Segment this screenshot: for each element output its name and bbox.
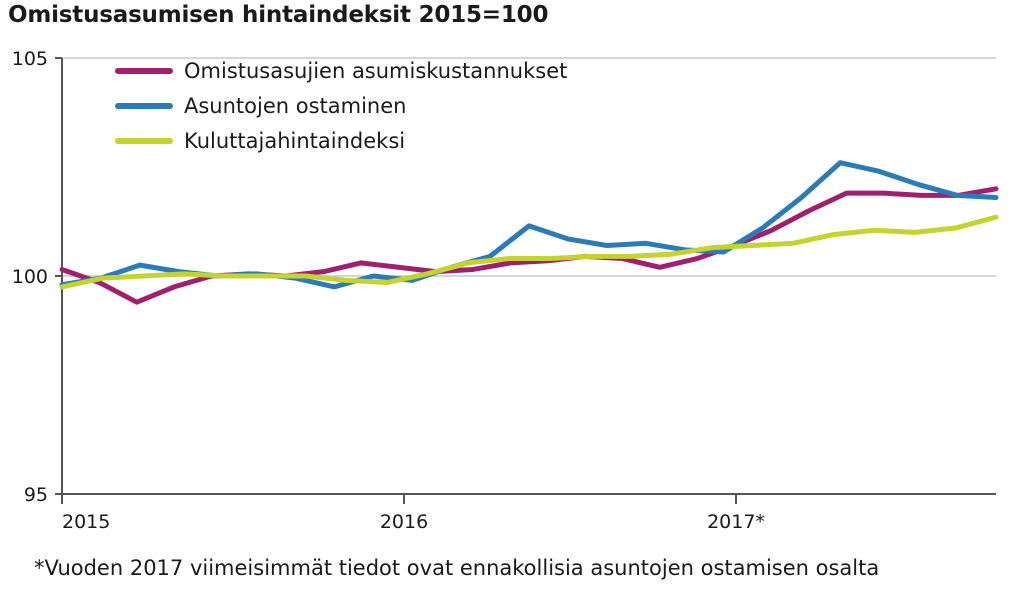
xtick-label-2016: 2016 [379, 511, 429, 533]
chart-legend [118, 59, 567, 153]
line-chart-svg [0, 44, 1024, 533]
series-layer [62, 163, 996, 303]
ytick-label-105: 105 [11, 48, 48, 70]
chart-plot-area [0, 44, 1024, 533]
legend-label: Omistusasujien asumiskustannukset [184, 59, 568, 83]
chart-footnote: *Vuoden 2017 viimeisimmät tiedot ovat ennakollisia asuntojen ostamisen osalta [34, 556, 880, 580]
page-title: Omistusasumisen hintaindeksit 2015=100 [8, 2, 549, 28]
xtick-label-2015: 2015 [62, 511, 111, 533]
ytick-label-100: 100 [11, 266, 48, 288]
xtick-label-2017: 2017* [707, 511, 765, 533]
series-line [62, 163, 996, 287]
legend-label: Kuluttajahintaindeksi [184, 129, 406, 153]
series-line [62, 189, 996, 302]
legend-label: Asuntojen ostaminen [184, 94, 407, 118]
ytick-label-95: 95 [23, 484, 48, 506]
